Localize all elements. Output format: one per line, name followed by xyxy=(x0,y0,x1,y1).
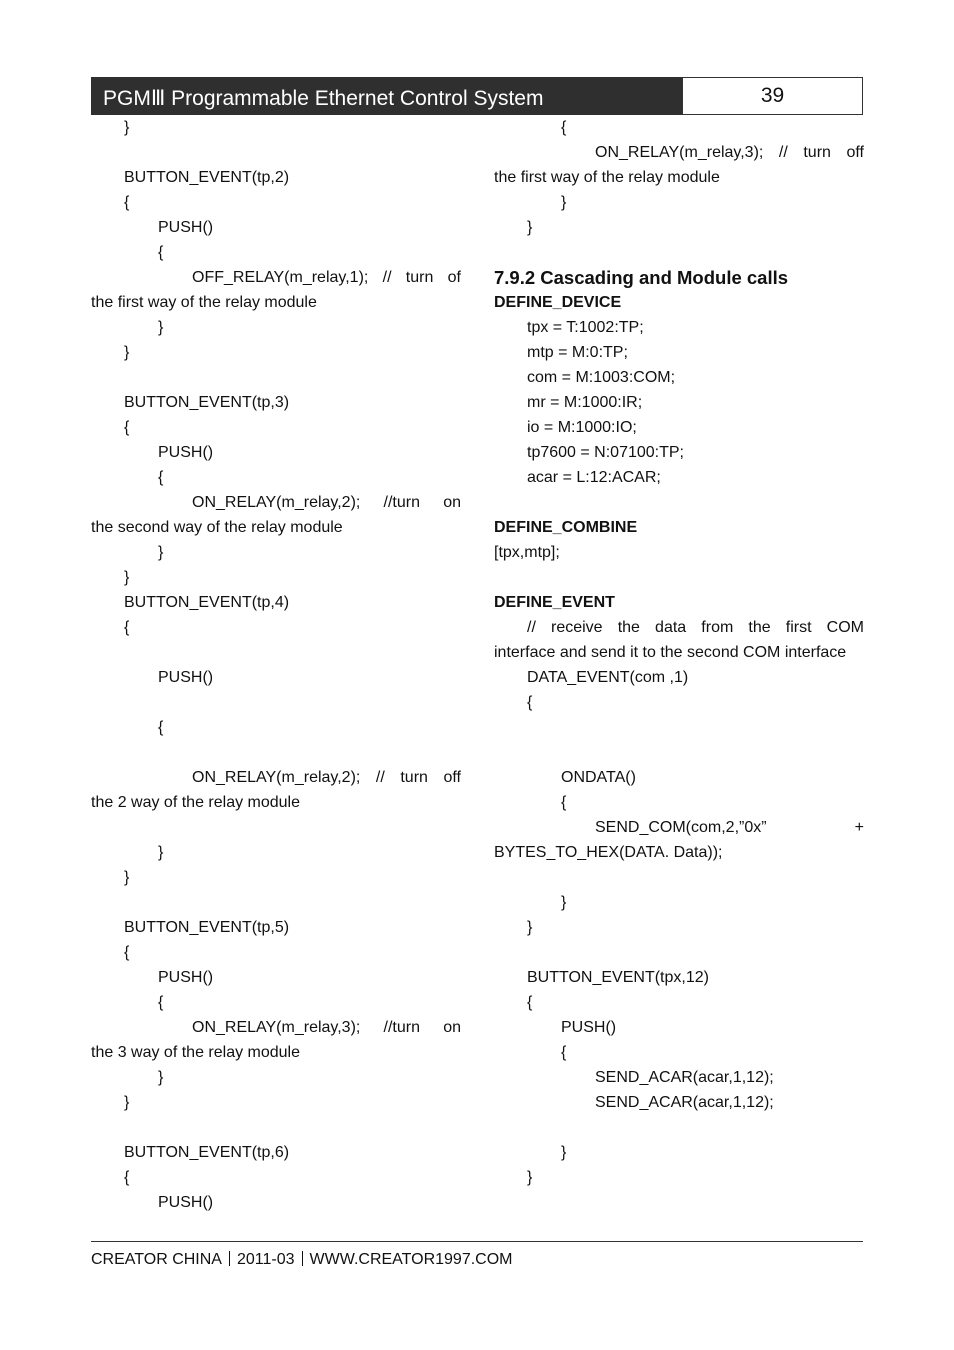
code-line: { xyxy=(124,619,130,636)
code-line: SEND_ACAR(acar,1,12); xyxy=(595,1094,774,1111)
right-column xyxy=(494,115,864,1190)
code-line: the 2 way of the relay module xyxy=(91,794,301,811)
code-line: tp7600 = N:07100:TP; xyxy=(527,444,684,461)
code-line: } xyxy=(124,344,130,361)
code-line: } xyxy=(527,919,533,936)
code-line: the second way of the relay module xyxy=(91,519,343,536)
header-title-bar xyxy=(91,77,682,115)
footer-separator xyxy=(302,1251,303,1266)
blank-line xyxy=(91,140,461,165)
code-line: } xyxy=(158,544,164,561)
blank-line xyxy=(494,490,864,515)
code-line: { xyxy=(561,1044,567,1061)
code-line: SEND_ACAR(acar,1,12); xyxy=(595,1069,774,1086)
code-line: ON_RELAY(m_relay,3); //turn on xyxy=(192,1019,461,1036)
code-line: OFF_RELAY(m_relay,1); // turn of xyxy=(192,269,461,286)
code-line: { xyxy=(124,419,130,436)
code-line: { xyxy=(158,244,164,261)
blank-line xyxy=(91,815,461,840)
footer xyxy=(91,1249,513,1271)
blank-line xyxy=(91,1115,461,1140)
blank-line xyxy=(494,740,864,765)
code-line: { xyxy=(561,794,567,811)
code-line: { xyxy=(124,194,130,211)
code-line: BYTES_TO_HEX(DATA. Data)); xyxy=(494,844,723,861)
keyword-define-combine: DEFINE_COMBINE xyxy=(494,519,638,536)
code-line: the 3 way of the relay module xyxy=(91,1044,301,1061)
code-line: [tpx,mtp]; xyxy=(494,544,560,561)
code-line: ON_RELAY(m_relay,2); // turn off xyxy=(192,769,461,786)
code-line: BUTTON_EVENT(tp,2) xyxy=(124,169,290,186)
blank-line xyxy=(494,565,864,590)
code-line: { xyxy=(124,1169,130,1186)
code-line: SEND_COM(com,2,”0x” + xyxy=(595,819,864,836)
code-line: ON_RELAY(m_relay,2); //turn on xyxy=(192,494,461,511)
footer-company: CREATOR CHINA xyxy=(91,1251,222,1268)
code-line: PUSH() xyxy=(158,969,214,986)
code-line: { xyxy=(527,994,533,1011)
code-line: BUTTON_EVENT(tp,3) xyxy=(124,394,290,411)
code-line: PUSH() xyxy=(158,1194,214,1211)
page-number-box xyxy=(682,77,863,115)
code-line: mtp = M:0:TP; xyxy=(527,344,628,361)
code-line: acar = L:12:ACAR; xyxy=(527,469,661,486)
code-line: } xyxy=(561,894,567,911)
code-line: PUSH() xyxy=(561,1019,617,1036)
blank-line xyxy=(91,740,461,765)
comment-line: // receive the data from the first COM xyxy=(527,619,864,636)
code-line: } xyxy=(158,1069,164,1086)
page-number: 39 xyxy=(760,84,785,107)
code-line: } xyxy=(124,119,130,136)
code-line: PUSH() xyxy=(158,219,214,236)
blank-line xyxy=(91,890,461,915)
code-line: BUTTON_EVENT(tp,5) xyxy=(124,919,290,936)
code-line: } xyxy=(124,569,130,586)
left-column xyxy=(91,115,461,1215)
keyword-define-device: DEFINE_DEVICE xyxy=(494,294,622,311)
blank-line xyxy=(91,640,461,665)
code-line: com = M:1003:COM; xyxy=(527,369,676,386)
code-line: the first way of the relay module xyxy=(91,294,317,311)
code-line: PUSH() xyxy=(158,669,214,686)
code-line: } xyxy=(527,219,533,236)
blank-line xyxy=(91,365,461,390)
code-line: BUTTON_EVENT(tp,4) xyxy=(124,594,290,611)
blank-line xyxy=(494,715,864,740)
code-line: } xyxy=(561,194,567,211)
blank-line xyxy=(494,240,864,265)
code-line: { xyxy=(124,944,130,961)
footer-date: 2011-03 xyxy=(236,1251,295,1268)
code-line: } xyxy=(124,1094,130,1111)
comment-line: interface and send it to the second COM interface xyxy=(494,644,847,661)
code-line: tpx = T:1002:TP; xyxy=(527,319,644,336)
code-line: mr = M:1000:IR; xyxy=(527,394,643,411)
code-line: ONDATA() xyxy=(561,769,636,786)
code-line: { xyxy=(561,119,567,136)
code-line: BUTTON_EVENT(tpx,12) xyxy=(527,969,709,986)
code-line: } xyxy=(527,1169,533,1186)
keyword-define-event: DEFINE_EVENT xyxy=(494,594,615,611)
code-line: { xyxy=(527,694,533,711)
code-line: } xyxy=(124,869,130,886)
footer-divider xyxy=(91,1241,863,1242)
code-line: } xyxy=(158,319,164,336)
code-line: DATA_EVENT(com ,1) xyxy=(527,669,689,686)
code-line: { xyxy=(158,469,164,486)
code-line: BUTTON_EVENT(tp,6) xyxy=(124,1144,290,1161)
code-line: io = M:1000:IO; xyxy=(527,419,637,436)
blank-line xyxy=(494,865,864,890)
blank-line xyxy=(91,690,461,715)
document-title: PGMⅢ Programmable Ethernet Control System xyxy=(103,87,544,110)
code-line: PUSH() xyxy=(158,444,214,461)
code-line: { xyxy=(158,719,164,736)
code-line: the first way of the relay module xyxy=(494,169,720,186)
footer-website: WWW.CREATOR1997.COM xyxy=(309,1251,513,1268)
code-line: { xyxy=(158,994,164,1011)
footer-separator xyxy=(229,1251,230,1266)
code-line: } xyxy=(561,1144,567,1161)
blank-line xyxy=(494,1115,864,1140)
blank-line xyxy=(494,940,864,965)
code-line: ON_RELAY(m_relay,3); // turn off xyxy=(595,144,864,161)
code-line: } xyxy=(158,844,164,861)
section-heading: 7.9.2 Cascading and Module calls xyxy=(494,267,789,288)
